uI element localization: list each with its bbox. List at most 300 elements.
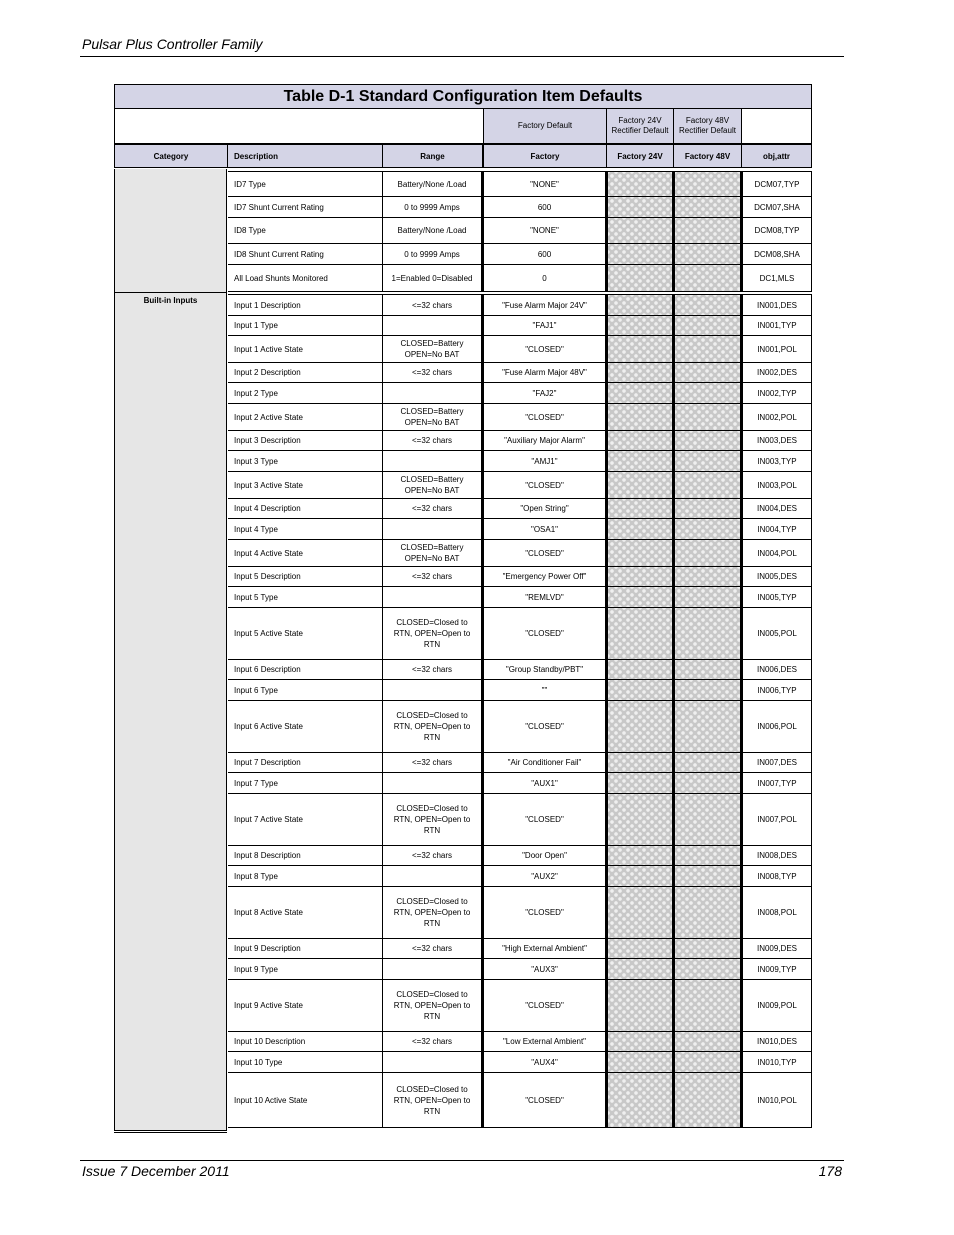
cell-description-text: Input 9 Description — [234, 944, 301, 953]
cell-description-text: Input 5 Active State — [234, 629, 303, 638]
cell-factory-48v — [673, 1073, 741, 1128]
cell-description — [228, 472, 383, 499]
cell-obj-attr — [741, 959, 812, 980]
cell-obj-attr-text: IN010,DES — [756, 1037, 798, 1046]
cell-description-text: Input 7 Type — [234, 778, 278, 788]
cell-factory-48v — [673, 1052, 741, 1073]
cell-factory — [482, 846, 606, 866]
cell-description — [228, 316, 383, 336]
cell-description — [228, 980, 383, 1032]
cell-obj-attr-text: IN001,POL — [757, 344, 797, 354]
cell-factory — [482, 294, 606, 316]
cell-description — [228, 866, 383, 887]
cell-obj-attr — [741, 567, 812, 587]
cell-factory-48v — [673, 499, 741, 519]
cell-description-text: Input 10 Active State — [234, 1095, 308, 1105]
cell-description — [228, 1052, 383, 1073]
cell-factory-24v — [606, 753, 673, 773]
category-bottom-rule-2 — [114, 1132, 227, 1133]
cell-factory-48v — [673, 540, 741, 567]
cell-factory — [482, 608, 606, 660]
cell-factory-48v — [673, 1032, 741, 1052]
cell-obj-attr — [741, 846, 812, 866]
cell-factory-text: "CLOSED" — [525, 908, 564, 917]
cell-factory-48v — [673, 773, 741, 794]
cell-description-text: Input 3 Active State — [234, 480, 303, 490]
cell-range-text: <=32 chars — [411, 758, 453, 767]
cell-obj-attr-text: IN008,DES — [756, 851, 798, 860]
cell-factory-text: "FAJ1" — [532, 321, 557, 330]
cell-obj-attr-text: IN010,POL — [757, 1095, 797, 1105]
cell-range-text: CLOSED=Closed to RTN, OPEN=Open to RTN — [393, 897, 471, 928]
cell-factory-text: "CLOSED" — [525, 629, 564, 638]
cell-range — [382, 1052, 482, 1073]
table-row — [228, 404, 812, 431]
cell-factory — [482, 866, 606, 887]
cell-factory-24v — [606, 794, 673, 846]
cell-range — [382, 939, 482, 959]
cell-obj-attr-text: IN005,POL — [757, 629, 797, 638]
cell-description — [228, 519, 383, 540]
cell-range-text: <=32 chars — [411, 665, 453, 674]
cell-factory-text: "CLOSED" — [525, 344, 564, 354]
cell-factory-24v — [606, 1052, 673, 1073]
cell-obj-attr-text: DCM07,SHA — [754, 202, 800, 212]
cell-factory-text: "High External Ambient" — [502, 944, 587, 953]
col-header-factory-24v: Factory 24V — [606, 144, 674, 168]
cell-factory — [482, 431, 606, 451]
cell-factory-48v — [673, 866, 741, 887]
cell-obj-attr — [741, 660, 812, 680]
cell-obj-attr-text: IN002,TYP — [757, 388, 797, 398]
cell-description — [228, 171, 383, 197]
cell-description — [228, 218, 383, 244]
table-row — [228, 794, 812, 846]
cell-range — [382, 451, 482, 472]
cell-description — [228, 794, 383, 846]
group-header-blank — [114, 108, 484, 144]
cell-description-text: Input 9 Type — [234, 964, 278, 974]
cell-factory-24v — [606, 519, 673, 540]
table-row — [228, 608, 812, 660]
cell-obj-attr — [741, 451, 812, 472]
cell-factory-24v — [606, 404, 673, 431]
cell-range-text: CLOSED=Closed to RTN, OPEN=Open to RTN — [393, 1084, 471, 1116]
cell-obj-attr-text: DCM08,TYP — [754, 226, 800, 235]
cell-factory-text: "FAJ2" — [532, 388, 557, 398]
cell-description-text: Input 4 Active State — [234, 548, 303, 558]
cell-factory-24v — [606, 265, 673, 292]
cell-range-text: CLOSED=Battery OPEN=No BAT — [400, 339, 464, 359]
cell-factory-48v — [673, 265, 741, 292]
cell-range-text: <=32 chars — [411, 300, 453, 310]
cell-factory-48v — [673, 451, 741, 472]
cell-description-text: Input 2 Description — [234, 368, 301, 377]
cell-range — [382, 701, 482, 753]
category-column — [114, 169, 227, 1131]
table-row — [228, 363, 812, 383]
cell-description-text: Input 3 Description — [234, 436, 301, 445]
table-row — [228, 1052, 812, 1073]
cell-factory — [482, 451, 606, 472]
cell-range — [382, 540, 482, 567]
table-row — [228, 887, 812, 939]
cell-factory-text: "Air Conditioner Fail" — [507, 758, 582, 767]
cell-description-text: Input 10 Type — [234, 1057, 283, 1067]
cell-factory-text: "AUX3" — [531, 964, 558, 974]
cell-factory-48v — [673, 197, 741, 218]
cell-factory — [482, 701, 606, 753]
cell-obj-attr-text: IN003,POL — [757, 480, 797, 490]
cell-factory-24v — [606, 959, 673, 980]
cell-obj-attr — [741, 265, 812, 292]
cell-range-text: 0 to 9999 Amps — [404, 249, 460, 259]
group-header-blank-obj — [741, 108, 812, 144]
cell-obj-attr — [741, 472, 812, 499]
cell-range — [382, 587, 482, 608]
cell-factory-24v — [606, 1073, 673, 1128]
table-row — [228, 540, 812, 567]
cell-obj-attr-text: IN009,POL — [757, 1001, 797, 1010]
cell-description — [228, 608, 383, 660]
cell-description — [228, 294, 383, 316]
cell-factory-24v — [606, 846, 673, 866]
cell-description-text: Input 6 Active State — [234, 722, 303, 731]
table-row — [228, 171, 812, 197]
cell-factory-24v — [606, 316, 673, 336]
cell-range — [382, 1032, 482, 1052]
cell-range — [382, 294, 482, 316]
cell-obj-attr-text: IN010,TYP — [757, 1057, 797, 1067]
cell-factory-text: "AMJ1" — [531, 456, 558, 466]
table-row — [228, 773, 812, 794]
cell-description-text: Input 5 Description — [234, 572, 301, 581]
cell-range-text: CLOSED=Closed to RTN, OPEN=Open to RTN — [393, 990, 471, 1021]
cell-factory — [482, 218, 606, 244]
cell-obj-attr-text: IN004,TYP — [757, 524, 797, 534]
cell-description — [228, 244, 383, 265]
cell-obj-attr — [741, 171, 812, 197]
cell-range-text: <=32 chars — [411, 368, 453, 377]
table-row — [228, 499, 812, 519]
cell-range — [382, 431, 482, 451]
cell-obj-attr-text: IN006,POL — [757, 722, 797, 731]
cell-range — [382, 567, 482, 587]
cell-obj-attr — [741, 499, 812, 519]
cell-factory-24v — [606, 197, 673, 218]
cell-factory-text: "NONE" — [530, 226, 559, 235]
table-row — [228, 294, 812, 316]
cell-obj-attr — [741, 866, 812, 887]
cell-factory-text: "CLOSED" — [525, 1001, 564, 1010]
cell-factory-24v — [606, 660, 673, 680]
cell-factory-text: "REMLVD" — [525, 592, 564, 602]
cell-description — [228, 197, 383, 218]
cell-factory-48v — [673, 171, 741, 197]
cell-factory-text: 0 — [542, 273, 547, 283]
cell-factory — [482, 336, 606, 363]
cell-factory — [482, 980, 606, 1032]
cell-obj-attr-text: DCM08,SHA — [754, 249, 800, 259]
cell-obj-attr — [741, 363, 812, 383]
cell-obj-attr — [741, 316, 812, 336]
cell-range — [382, 171, 482, 197]
col-header-factory-48v: Factory 48V — [673, 144, 742, 168]
cell-factory-text: "CLOSED" — [525, 548, 564, 558]
cell-range — [382, 773, 482, 794]
col-header-obj-attr: obj,attr — [741, 144, 812, 168]
cell-description-text: ID8 Type — [234, 226, 266, 235]
cell-obj-attr — [741, 383, 812, 404]
cell-description-text: Input 2 Active State — [234, 412, 303, 422]
col-header-range: Range — [382, 144, 483, 168]
cell-factory-48v — [673, 294, 741, 316]
cell-range — [382, 383, 482, 404]
cell-factory — [482, 567, 606, 587]
cell-obj-attr-text: IN002,POL — [757, 412, 797, 422]
category-separator — [114, 292, 227, 293]
cell-factory-24v — [606, 567, 673, 587]
cell-factory-48v — [673, 608, 741, 660]
cell-description-text: Input 4 Description — [234, 504, 301, 513]
cell-factory — [482, 753, 606, 773]
table-row — [228, 431, 812, 451]
table-row — [228, 472, 812, 499]
cell-factory-text: "Emergency Power Off" — [502, 572, 587, 581]
cell-description-text: Input 6 Type — [234, 685, 278, 695]
cell-factory-24v — [606, 866, 673, 887]
cell-factory — [482, 171, 606, 197]
cell-factory-24v — [606, 431, 673, 451]
cell-factory — [482, 197, 606, 218]
table-row — [228, 939, 812, 959]
cell-obj-attr — [741, 404, 812, 431]
cell-description-text: Input 8 Type — [234, 871, 278, 881]
cell-obj-attr-text: IN006,DES — [756, 665, 798, 674]
cell-factory-24v — [606, 701, 673, 753]
cell-factory-24v — [606, 608, 673, 660]
cell-factory — [482, 680, 606, 701]
cell-description-text: ID7 Type — [234, 179, 266, 189]
footer-page-number: 178 — [818, 1163, 842, 1179]
table-row — [228, 980, 812, 1032]
cell-factory — [482, 540, 606, 567]
cell-factory — [482, 1073, 606, 1128]
cell-range — [382, 1073, 482, 1128]
header-rule — [80, 56, 844, 57]
cell-factory-24v — [606, 363, 673, 383]
cell-description — [228, 887, 383, 939]
cell-factory-24v — [606, 939, 673, 959]
config-defaults-table — [114, 84, 812, 1132]
cell-description — [228, 587, 383, 608]
cell-description-text: Input 8 Description — [234, 851, 301, 860]
cell-obj-attr — [741, 587, 812, 608]
cell-factory-48v — [673, 472, 741, 499]
table-row — [228, 197, 812, 218]
cell-factory-48v — [673, 244, 741, 265]
cell-range — [382, 472, 482, 499]
cell-obj-attr — [741, 701, 812, 753]
cell-description-text: Input 10 Description — [234, 1037, 306, 1046]
cell-description — [228, 336, 383, 363]
cell-description-text: Input 8 Active State — [234, 908, 303, 917]
cell-range — [382, 404, 482, 431]
cell-factory-48v — [673, 363, 741, 383]
table-row — [228, 660, 812, 680]
cell-range-text: <=32 chars — [411, 944, 453, 953]
cell-factory-48v — [673, 939, 741, 959]
cell-obj-attr-text: DC1,MLS — [759, 273, 795, 283]
cell-description-text: Input 5 Type — [234, 592, 278, 602]
cell-factory-48v — [673, 218, 741, 244]
cell-factory-text: "CLOSED" — [525, 722, 564, 731]
cell-description-text: ID8 Shunt Current Rating — [234, 249, 324, 259]
cell-obj-attr — [741, 336, 812, 363]
table-row — [228, 519, 812, 540]
cell-description-text: Input 4 Type — [234, 524, 278, 534]
cell-factory — [482, 472, 606, 499]
cell-obj-attr — [741, 680, 812, 701]
cell-obj-attr-text: IN003,DES — [756, 436, 798, 445]
cell-obj-attr-text: IN008,POL — [757, 908, 797, 917]
cell-description-text: Input 1 Description — [234, 300, 301, 310]
cell-factory — [482, 265, 606, 292]
cell-obj-attr-text: IN004,POL — [757, 548, 797, 558]
cell-description-text: Input 2 Type — [234, 388, 278, 398]
cell-description — [228, 660, 383, 680]
table-row — [228, 336, 812, 363]
cell-description — [228, 773, 383, 794]
table-row — [228, 1032, 812, 1052]
cell-range — [382, 887, 482, 939]
cell-range-text: CLOSED=Battery OPEN=No BAT — [400, 407, 464, 427]
cell-factory-24v — [606, 451, 673, 472]
cell-factory-48v — [673, 404, 741, 431]
cell-factory-text: "Group Standby/PBT" — [505, 665, 584, 674]
cell-description-text: Input 6 Description — [234, 665, 301, 674]
table-row — [228, 680, 812, 701]
table-row — [228, 1073, 812, 1128]
cell-factory-text: "CLOSED" — [525, 815, 564, 824]
cell-factory-24v — [606, 1032, 673, 1052]
cell-description — [228, 680, 383, 701]
cell-range — [382, 794, 482, 846]
cell-factory-48v — [673, 316, 741, 336]
cell-range — [382, 866, 482, 887]
table-row — [228, 265, 812, 292]
cell-description — [228, 383, 383, 404]
cell-factory-48v — [673, 753, 741, 773]
table-row — [228, 866, 812, 887]
cell-obj-attr-text: IN004,DES — [756, 504, 798, 513]
cell-obj-attr-text: IN007,TYP — [757, 778, 797, 788]
cell-factory-text: "AUX2" — [531, 871, 558, 881]
cell-range-text: CLOSED=Closed to RTN, OPEN=Open to RTN — [393, 804, 471, 835]
cell-range-text: CLOSED=Battery OPEN=No BAT — [400, 475, 464, 495]
cell-range — [382, 959, 482, 980]
cell-range — [382, 499, 482, 519]
footer-issue: Issue 7 December 2011 — [82, 1163, 230, 1179]
cell-factory-text: "AUX1" — [531, 778, 558, 788]
cell-range — [382, 680, 482, 701]
cell-factory-text: "Door Open" — [522, 851, 567, 860]
cell-range — [382, 846, 482, 866]
cell-range-text: 0 to 9999 Amps — [404, 202, 460, 212]
table-row — [228, 316, 812, 336]
cell-factory-24v — [606, 587, 673, 608]
cell-factory-text: 600 — [537, 249, 552, 259]
cell-factory-text: "CLOSED" — [525, 412, 564, 422]
col-header-category: Category — [114, 144, 228, 168]
col-header-factory: Factory — [483, 144, 607, 168]
cell-factory — [482, 1032, 606, 1052]
cell-description — [228, 404, 383, 431]
cell-factory-text: "Open String" — [520, 504, 569, 513]
cell-range — [382, 753, 482, 773]
cell-description-text: Input 9 Active State — [234, 1001, 303, 1010]
cell-description — [228, 701, 383, 753]
cell-obj-attr-text: IN005,TYP — [757, 592, 797, 602]
cell-factory-text: "AUX4" — [531, 1057, 558, 1067]
cell-obj-attr — [741, 431, 812, 451]
cell-range-text: <=32 chars — [411, 1037, 453, 1046]
cell-range — [382, 980, 482, 1032]
cell-factory-24v — [606, 244, 673, 265]
cell-factory-24v — [606, 336, 673, 363]
running-header-title: Pulsar Plus Controller Family — [82, 36, 263, 52]
cell-obj-attr-text: IN007,POL — [757, 815, 797, 824]
cell-range — [382, 197, 482, 218]
cell-description — [228, 1032, 383, 1052]
cell-factory-24v — [606, 171, 673, 197]
cell-range-text: <=32 chars — [411, 436, 453, 445]
cell-factory-24v — [606, 773, 673, 794]
cell-obj-attr-text: IN002,DES — [756, 368, 798, 377]
cell-factory-48v — [673, 846, 741, 866]
cell-factory — [482, 1052, 606, 1073]
cell-range — [382, 218, 482, 244]
cell-description — [228, 753, 383, 773]
cell-factory-48v — [673, 980, 741, 1032]
cell-factory-48v — [673, 959, 741, 980]
cell-factory-24v — [606, 980, 673, 1032]
cell-obj-attr — [741, 773, 812, 794]
cell-description — [228, 451, 383, 472]
cell-factory — [482, 587, 606, 608]
cell-obj-attr-text: IN006,TYP — [757, 685, 797, 695]
table-row — [228, 218, 812, 244]
table-row — [228, 846, 812, 866]
cell-description-text: Input 1 Type — [234, 321, 278, 330]
cell-description — [228, 846, 383, 866]
cell-factory-48v — [673, 701, 741, 753]
table-row — [228, 244, 812, 265]
cell-description — [228, 939, 383, 959]
cell-factory — [482, 773, 606, 794]
cell-obj-attr — [741, 294, 812, 316]
table-row — [228, 701, 812, 753]
footer-rule — [80, 1160, 844, 1161]
cell-range — [382, 244, 482, 265]
cell-factory-text: "Fuse Alarm Major 24V" — [502, 300, 587, 310]
cell-obj-attr — [741, 608, 812, 660]
table-row — [228, 959, 812, 980]
cell-obj-attr-text: IN001,TYP — [757, 321, 797, 330]
group-header-factory-48v: Factory 48V Rectifier Default — [673, 108, 742, 144]
cell-obj-attr-text: IN001,DES — [756, 300, 798, 310]
cell-obj-attr-text: IN005,DES — [756, 572, 798, 581]
